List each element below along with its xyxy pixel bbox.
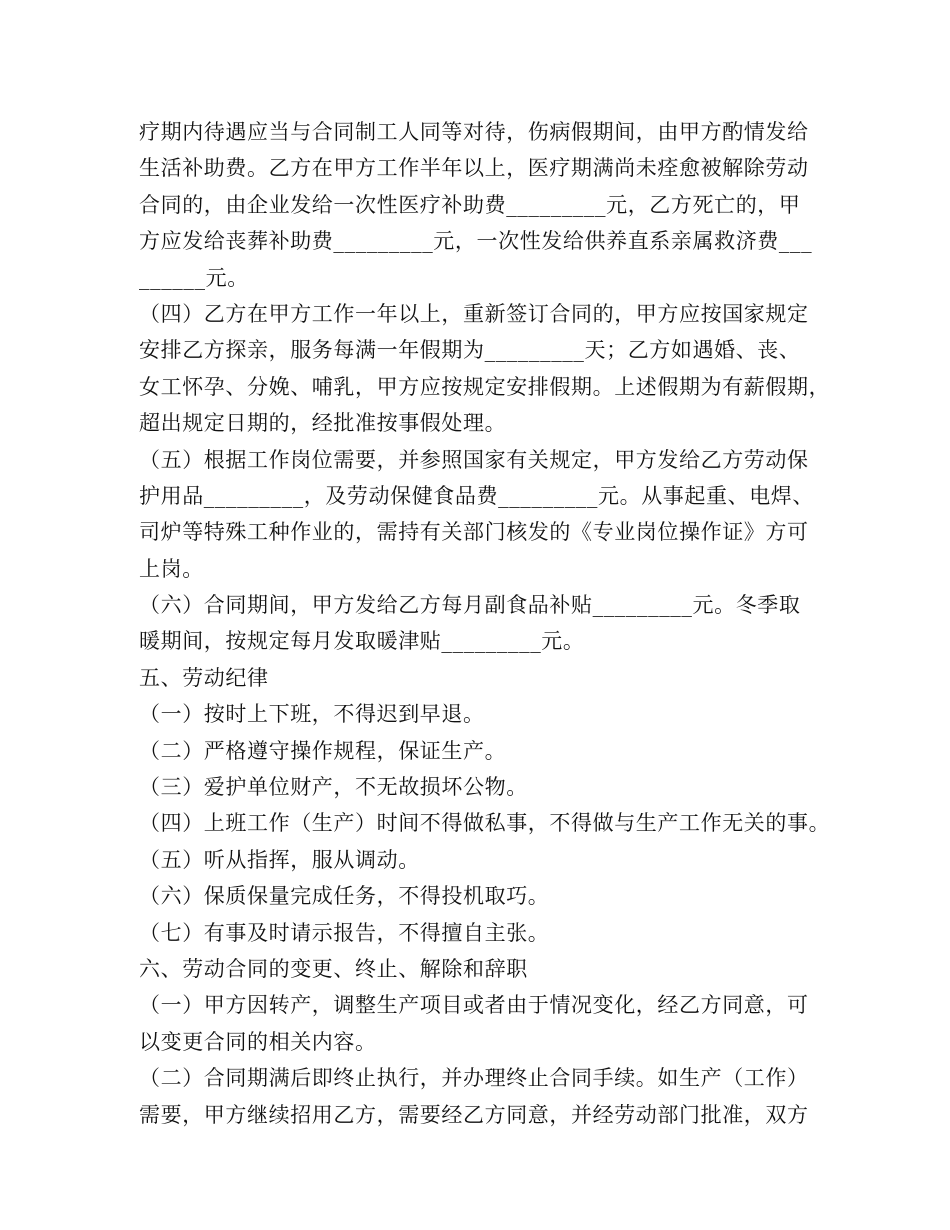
text-line: 疗期内待遇应当与合同制工人同等对待，伤病假期间，由甲方酌情发给 bbox=[139, 120, 809, 144]
text-line: （四）上班工作（生产）时间不得做私事，不得做与生产工作无关的事。 bbox=[139, 811, 831, 836]
text-line: 安排乙方探亲，服务每满一年假期为_________天；乙方如遇婚、丧、 bbox=[139, 338, 801, 363]
text-line: （一）甲方因转产，调整生产项目或者由于情况变化，经乙方同意，可 bbox=[139, 993, 809, 1018]
text-line: 方应发给丧葬补助费_________元，一次性发给供养直系亲属救济费___ bbox=[139, 229, 813, 254]
section-heading: 五、劳动纪律 bbox=[139, 665, 269, 690]
text-line: 女工怀孕、分娩、哺乳，甲方应按规定安排假期。上述假期为有薪假期， bbox=[139, 374, 831, 399]
section-heading: 六、劳动合同的变更、终止、解除和辞职 bbox=[139, 956, 528, 981]
text-line: 合同的，由企业发给一次性医疗补助费_________元，乙方死亡的，甲 bbox=[139, 192, 801, 217]
text-line: （四）乙方在甲方工作一年以上，重新签订合同的，甲方应按国家规定 bbox=[139, 301, 809, 326]
text-line: （六）合同期间，甲方发给乙方每月副食品补贴_________元。冬季取 bbox=[139, 593, 801, 618]
text-line: （五）听从指挥，服从调动。 bbox=[139, 847, 420, 872]
text-line: 生活补助费。乙方在甲方工作半年以上，医疗期满尚未痊愈被解除劳动 bbox=[139, 156, 809, 181]
text-line: （二）合同期满后即终止执行，并办理终止合同手续。如生产（工作） bbox=[139, 1066, 809, 1091]
text-line: 需要，甲方继续招用乙方，需要经乙方同意，并经劳动部门批准，双方 bbox=[139, 1102, 809, 1127]
text-line: （六）保质保量完成任务，不得投机取巧。 bbox=[139, 884, 550, 909]
text-line: （五）根据工作岗位需要，并参照国家有关规定，甲方发给乙方劳动保 bbox=[139, 447, 809, 472]
text-line: 暖期间，按规定每月发取暖津贴_________元。 bbox=[139, 629, 585, 654]
text-line: 上岗。 bbox=[139, 556, 204, 581]
text-line: 护用品_________，及劳动保健食品费_________元。从事起重、电焊、 bbox=[139, 483, 814, 508]
text-line: 以变更合同的相关内容。 bbox=[139, 1029, 377, 1054]
text-line: ______元。 bbox=[139, 265, 249, 290]
text-line: （一）按时上下班，不得迟到早退。 bbox=[139, 702, 485, 727]
text-line: （七）有事及时请示报告，不得擅自主张。 bbox=[139, 920, 550, 945]
text-line: （三）爱护单位财产，不无故损坏公物。 bbox=[139, 775, 528, 800]
text-line: 超出规定日期的，经批准按事假处理。 bbox=[139, 411, 507, 436]
text-line: 司炉等特殊工种作业的，需持有关部门核发的《专业岗位操作证》方可 bbox=[139, 520, 809, 545]
document-body bbox=[139, 114, 829, 1133]
text-line: （二）严格遵守操作规程，保证生产。 bbox=[139, 738, 507, 763]
